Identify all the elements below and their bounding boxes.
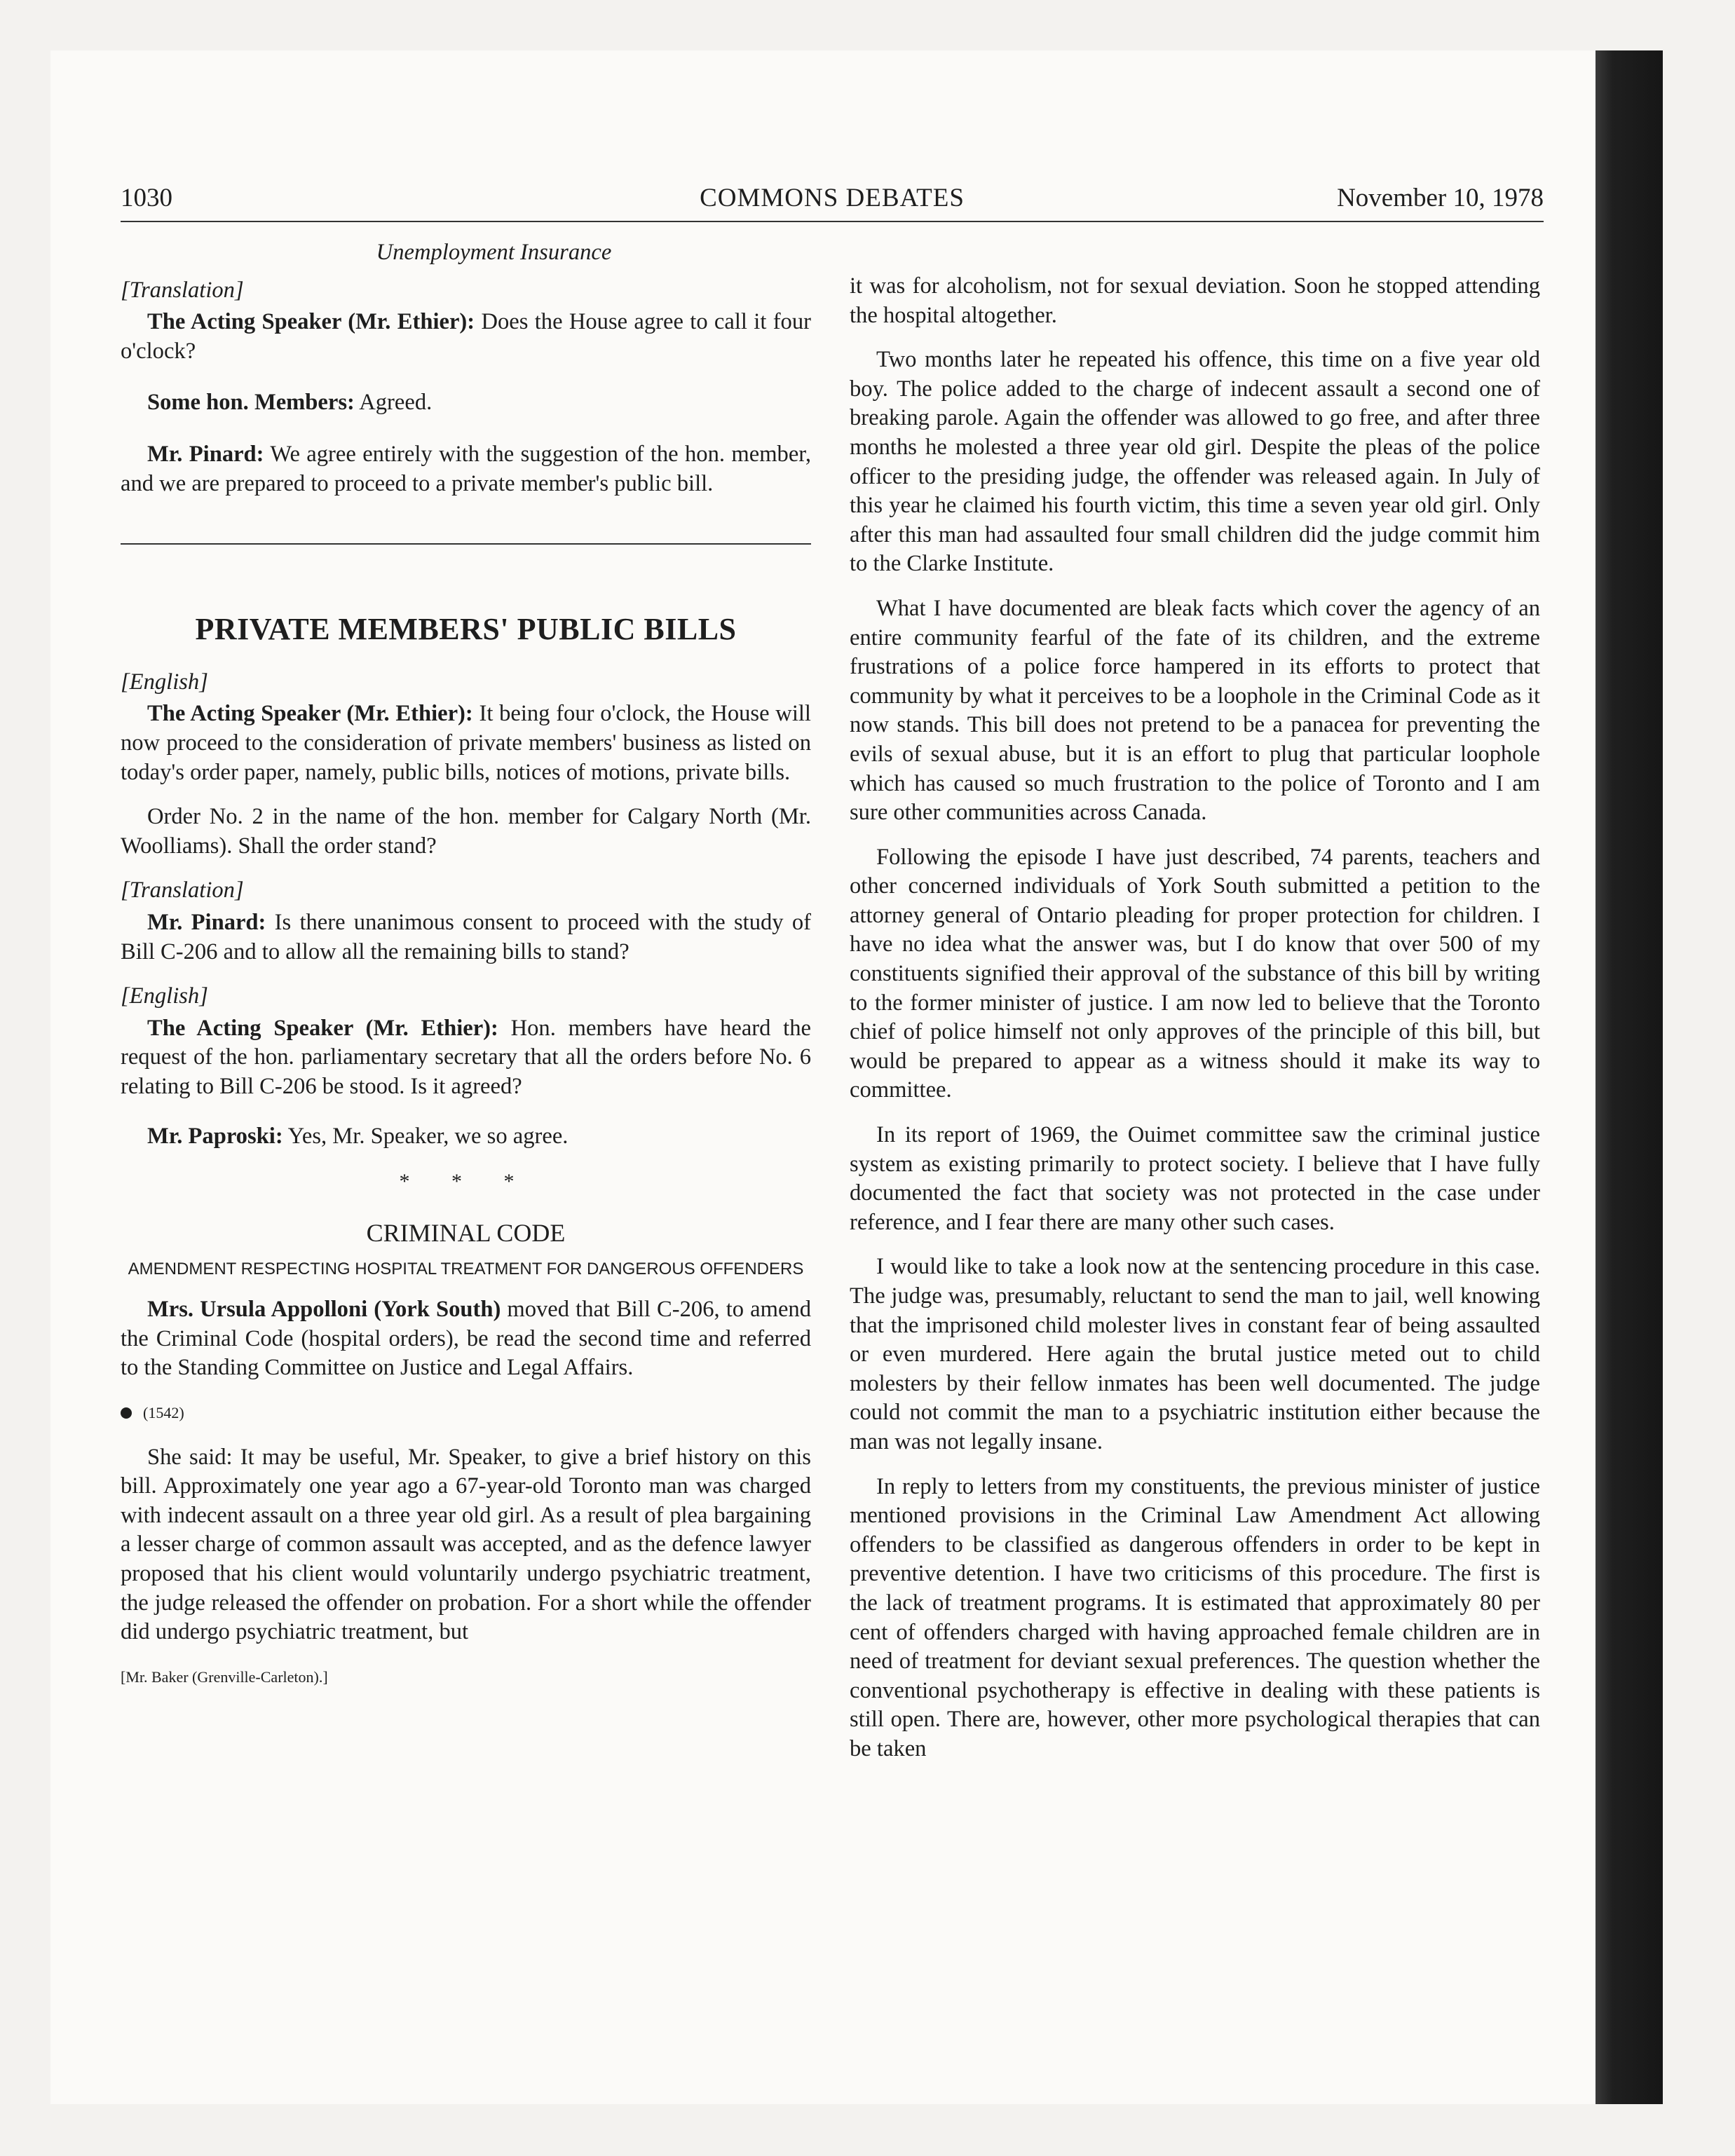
left-column [121,238,811,1691]
paragraph: Following the episode I have just described, 74 parents, teachers and other concerned individuals of York South submitted a petition to the attorney general of Ontario pleading for proper protection for children. I have no idea what the answer was, but I do know that over 500 of my constituents signified their approval of the substance of this bill by writing to the former minister of justice. I am now led to believe that the Toronto chief of police himself not only approves of the principle of this bill, but would be prepared to appear as a witness should it make its way to committee. [850,844,1540,1103]
right-column [850,272,1540,1780]
timestamp [121,1398,811,1428]
paragraph: She said: It may be useful, Mr. Speaker, to give a brief history on this bill. Approximately one year ago a 67-year-old Toronto man was charged with indecent assault on a three year old girl. As a result of plea bargaining a lesser charge of common assault was accepted, and as the defence lawyer proposed that his client would voluntarily undergo psychiatric treatment, the judge released the offender on probation. For a short while the offender did undergo psychiatric treatment, but [121,1444,811,1645]
paragraph [121,1295,811,1383]
paragraph [121,1122,811,1152]
publication-title: COMMONS DEBATES [700,184,965,212]
paragraph: What I have documented are bleak facts which cover the agency of an entire community fearful of the fate of its children, and the extreme frustrations of a police force hampered in its efforts to protect that community by what it perceives to be a loophole in the Criminal Code as it now stands. This bill does not pretend to be a panacea for preventing the evils of sexual abuse, but it is an effort to plug that particular loophole which has caused so much frustration to the police of Toronto and I am sure other communities across Canada. [850,595,1540,826]
publication-date: November 10, 1978 [1337,184,1544,212]
speaker-name: The Acting Speaker (Mr. Ethier): [147,701,473,727]
speaker-name: Some hon. Members: [147,390,355,416]
running-head [121,179,1544,222]
speaker-name: Mr. Pinard: [147,909,266,935]
language-tag: [English] [121,669,208,695]
paragraph: In its report of 1969, the Ouimet committee saw the criminal justice system as existing primarily to protect society. I believe that I have fully documented the fact that society was not protected in the case under reference, and I fear there are many other such cases. [850,1122,1540,1235]
paragraph: it was for alcoholism, not for sexual deviation. Soon he stopped attending the hospital altogether. [850,273,1540,328]
paragraph: I would like to take a look now at the sentencing procedure in this case. The judge was, presumably, reluctant to send the man to jail, well knowing that the imprisoned child molester lives in constant fear of being assaulted or even murdered. Here again the brutal justice meted out to child molesters by their fellow inmates has been well documented. The judge could not commit the man to a psychiatric institution either because the man was not legally insane. [850,1254,1540,1454]
speech-text: Does the House agree to call it four o'clock? [121,309,811,364]
language-tag: [English] [121,983,208,1009]
speech-text: Hon. members have heard the request of the hon. parliamentary secretary that all the orders before No. 6 relating to Bill C-206 be stood. Is it agreed? [121,1015,811,1099]
bill-title: CRIMINAL CODE [366,1218,566,1247]
language-tag: [Translation] [121,277,244,303]
paragraph: Order No. 2 in the name of the hon. member for Calgary North (Mr. Woolliams). Shall the order stand? [121,804,811,859]
timestamp-text: (1542) [143,1404,184,1422]
bill-subtitle: AMENDMENT RESPECTING HOSPITAL TREATMENT FOR DANGEROUS OFFENDERS [128,1260,804,1279]
speaker-name: The Acting Speaker (Mr. Ethier): [147,1015,498,1041]
paragraph [121,388,811,418]
speech-text: Yes, Mr. Speaker, we so agree. [283,1124,569,1149]
section-title: PRIVATE MEMBERS' PUBLIC BILLS [195,612,737,647]
speech-text: Agreed. [354,390,433,416]
speech-text: We agree entirely with the suggestion of the hon. member, and we are prepared to proceed to a private member's public bill. [121,441,811,496]
speaker-name: The Acting Speaker (Mr. Ethier): [147,309,475,335]
speech-text: moved that Bill C-206, to amend the Criminal Code (hospital orders), be read the second time and referred to the Standing Committee on Justice and Legal Affairs. [121,1297,811,1381]
paragraph [121,440,811,498]
paragraph [121,308,811,366]
footer-note: [Mr. Baker (Grenville-Carleton).] [121,1667,328,1686]
page-number: 1030 [121,184,172,212]
speaker-name: Mr. Pinard: [147,441,264,467]
paragraph [121,908,811,967]
speaker-name: Mr. Paproski: [147,1124,283,1149]
paragraph: In reply to letters from my constituents, the previous minister of justice mentioned provisions in the Criminal Law Amendment Act allowing offenders to be classified as dangerous offenders in order to be kept in preventive detention. I have two criticisms of this procedure. The first is the lack of treatment programs. It is estimated that approximately 80 per cent of offenders charged with having approached female children are in need of treatment for deviant sexual preferences. The question whether the conventional psychotherapy is effective in dealing with these patients is still open. There are, however, other more psychological therapies that can be taken [850,1473,1540,1761]
page-binding-shadow [1595,50,1663,2104]
subheading: Unemployment Insurance [376,240,612,265]
section-separator-stars: * * * [399,1170,533,1194]
speech-text: Is there unanimous consent to proceed with the study of Bill C-206 and to allow all the remaining bills to stand? [121,909,811,964]
paragraph [121,700,811,787]
paragraph [121,1014,811,1102]
language-tag: [Translation] [121,878,244,903]
speaker-name: Mrs. Ursula Appolloni (York South) [147,1297,501,1323]
paragraph: Two months later he repeated his offence, this time on a five year old boy. The police added to the charge of indecent assault a second one of breaking parole. Again the offender was allowed to go free, and after three months he molested a three year old girl. Despite the pleas of the police officer to the presiding judge, the offender was released again. In July of this year he claimed his fourth victim, this time a seven year old girl. Only after this man had assaulted four small children did the judge commit him to the Clarke Institute. [850,347,1540,577]
section-divider [121,543,811,545]
speech-text: It being four o'clock, the House will now proceed to the consideration of private members' business as listed on today's order paper, namely, public bills, notices of motions, private bills. [121,701,811,785]
bullet-dot-icon [121,1407,132,1419]
